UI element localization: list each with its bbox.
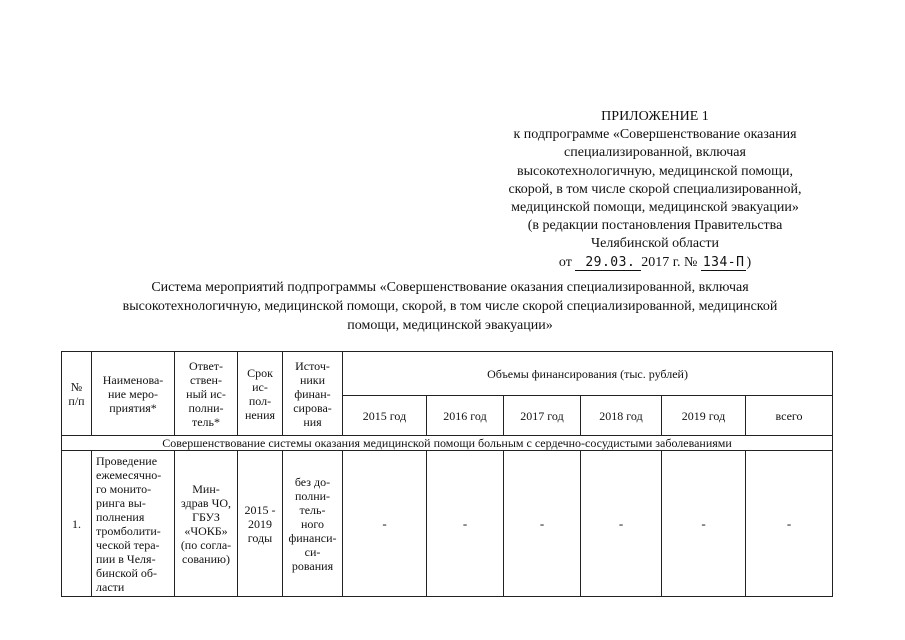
appendix-line: скорой, в том числе скорой специализированной, bbox=[508, 181, 802, 197]
row-source: без до- полни- тель- ного финанси- си- рования bbox=[283, 451, 343, 597]
appendix-line: (в редакции постановления Правительства bbox=[527, 218, 783, 234]
header-year-2016: 2016 год bbox=[427, 396, 504, 436]
appendix-line: медицинской помощи, медицинской эвакуации» bbox=[511, 200, 799, 216]
header-num: № п/п bbox=[62, 352, 92, 436]
resolution-number: 134-П bbox=[702, 254, 745, 270]
header-year-2018: 2018 год bbox=[581, 396, 662, 436]
header-name: Наименова- ние меро- приятия* bbox=[92, 352, 175, 436]
row-value-2019: - bbox=[662, 451, 746, 597]
resolution-date: 29.03. bbox=[575, 255, 641, 271]
appendix-title: ПРИЛОЖЕНИЕ 1 bbox=[601, 109, 709, 124]
close-paren: ) bbox=[746, 254, 752, 270]
header-row bbox=[62, 352, 833, 396]
header-year-2019: 2019 год bbox=[662, 396, 746, 436]
header-year-2015: 2015 год bbox=[343, 396, 427, 436]
row-value-2015: - bbox=[343, 451, 427, 597]
header-term: Срок ис- пол- нения bbox=[238, 352, 283, 436]
title-line: Система мероприятий подпрограммы «Совершенствование оказания специализированной, включая bbox=[151, 280, 749, 295]
appendix-line: Челябинской области bbox=[591, 236, 719, 252]
appendix-line: высокотехнологичную, медицинской помощи, bbox=[517, 163, 793, 179]
document-title bbox=[80, 278, 820, 335]
header-total: всего bbox=[746, 396, 833, 436]
row-value-2016: - bbox=[427, 451, 504, 597]
row-name: Проведение ежемесячно- го монито- ринга вы- полнения тромболити- ческой тера- пии в Челя- бинской об- ласти bbox=[92, 451, 175, 597]
header-responsible: Ответ- ствен- ный ис- полни- тель* bbox=[175, 352, 238, 436]
appendix-header bbox=[470, 108, 840, 272]
year-text: 2017 г. № bbox=[641, 254, 698, 270]
section-row bbox=[62, 436, 833, 451]
title-line: помощи, медицинской эвакуации» bbox=[347, 318, 553, 333]
section-heading: Совершенствование системы оказания медицинской помощи больным с сердечно-сосудистыми заболеваниями bbox=[62, 436, 833, 451]
row-term: 2015 - 2019 годы bbox=[238, 451, 283, 597]
header-source: Источ- ники финан- сирова- ния bbox=[283, 352, 343, 436]
header-year-2017: 2017 год bbox=[504, 396, 581, 436]
row-responsible: Мин- здрав ЧО, ГБУЗ «ЧОКБ» (по согла- сованию) bbox=[175, 451, 238, 597]
row-value-total: - bbox=[746, 451, 833, 597]
appendix-line: специализированной, включая bbox=[564, 145, 746, 161]
title-line: высокотехнологичную, медицинской помощи, скорой, в том числе скорой специализированной, медицинской bbox=[122, 299, 778, 314]
table-row bbox=[62, 451, 833, 597]
measures-table bbox=[61, 351, 833, 597]
row-num: 1. bbox=[62, 451, 92, 597]
row-value-2017: - bbox=[504, 451, 581, 597]
appendix-line: к подпрограмме «Совершенствование оказания bbox=[513, 127, 797, 143]
date-prefix: от bbox=[558, 254, 572, 270]
row-value-2018: - bbox=[581, 451, 662, 597]
header-funding: Объемы финансирования (тыс. рублей) bbox=[343, 352, 833, 396]
resolution-date-line bbox=[470, 254, 840, 272]
